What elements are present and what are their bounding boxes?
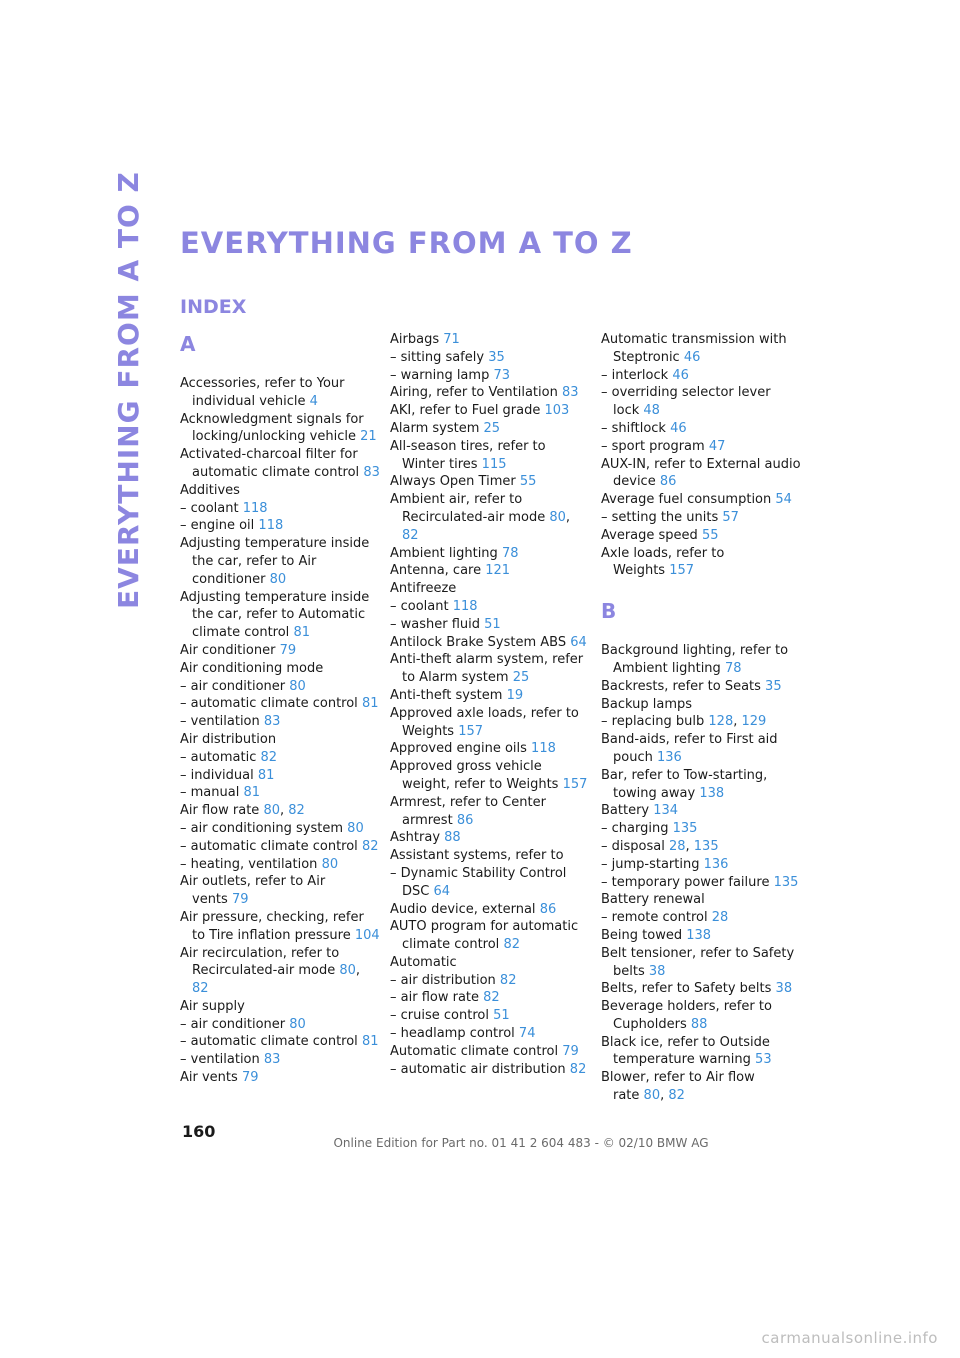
index-entry (601, 856, 801, 874)
index-entry-text: Axle loads, refer to Weights (601, 545, 725, 579)
index-entry-text: Ashtray (390, 830, 441, 846)
index-entry-text: – washer fluid (390, 616, 481, 632)
index-entry-text: Air distribution (180, 731, 277, 747)
index-entry (601, 731, 801, 767)
index-entry (180, 873, 380, 909)
index-entry (180, 820, 380, 838)
index-entry (180, 784, 380, 802)
index-entry-text: – coolant (390, 598, 449, 614)
index-column-3 (601, 331, 801, 1105)
page-reference-link[interactable]: 25 (483, 420, 501, 436)
page-reference-link[interactable]: 134 (653, 803, 679, 819)
index-entry-text: – replacing bulb (601, 714, 705, 730)
index-entry (180, 767, 380, 785)
index-entry-text: Always Open Timer (390, 474, 516, 490)
index-entry-text: Air conditioner (180, 642, 276, 658)
page-reference-link[interactable]: 55 (701, 527, 719, 543)
index-entry-text: Bar, refer to Tow-starting, towing away (601, 767, 768, 801)
index-letter-heading: A (180, 332, 196, 356)
page-reference-link[interactable]: 79 (241, 1070, 259, 1086)
index-entry: Blower, refer to Air flow rate 80, 82 (601, 1070, 755, 1104)
page-reference-link[interactable]: 80 (549, 509, 566, 525)
index-entry (180, 838, 380, 856)
index-entry-text: – Dynamic Stability Control DSC (390, 865, 567, 899)
page-reference-link[interactable]: 81 (361, 1034, 379, 1050)
index-entry (180, 482, 380, 500)
index-entry-text: Battery (601, 803, 650, 819)
index-entry-text: Antenna, care (390, 563, 482, 579)
page-reference-link[interactable]: 86 (456, 812, 474, 828)
index-entry-text: Approved engine oils (390, 741, 527, 757)
index-entry (180, 660, 380, 678)
page-reference-link[interactable]: 80 (339, 963, 356, 979)
page-reference-link[interactable]: 81 (243, 785, 261, 801)
index-entry (390, 562, 590, 580)
page-reference-link[interactable]: 135 (693, 838, 719, 854)
page-reference-link[interactable]: 82 (192, 981, 209, 997)
page-reference-link[interactable]: 46 (683, 349, 701, 365)
index-entry-text: – remote control (601, 910, 708, 926)
section-title: INDEX (180, 296, 247, 318)
index-entry-text: Adjusting temperature inside the car, refer to Air conditioner (180, 536, 370, 587)
index-entry-text: – temporary power failure (601, 874, 770, 890)
index-entry (390, 847, 590, 865)
page-reference-link[interactable]: 79 (562, 1043, 579, 1059)
index-entry (390, 740, 590, 758)
index-entry-text: Air flow rate (180, 803, 260, 819)
page-reference-link[interactable]: 82 (503, 937, 520, 953)
index-entry (390, 616, 590, 634)
page-reference-link[interactable]: 46 (670, 420, 687, 436)
page-reference-link[interactable]: 157 (562, 776, 588, 792)
index-entry-text: Belt tensioner, refer to Safety belts (601, 945, 795, 979)
index-entry-text: Backrests, refer to Seats (601, 678, 761, 694)
index-entry (390, 349, 590, 367)
index-column-1 (180, 331, 380, 1087)
page-reference-link[interactable]: 64 (570, 634, 587, 650)
index-entry-text: – automatic climate control (180, 696, 358, 712)
index-entry-text: Band-aids, refer to First aid pouch (601, 732, 778, 765)
page-reference-link[interactable]: 55 (519, 474, 537, 490)
page-reference-link[interactable]: 82 (361, 838, 379, 854)
page-reference-link[interactable]: 81 (257, 767, 275, 783)
index-entry-text: – coolant (180, 500, 239, 516)
page-reference-link[interactable]: 88 (690, 1016, 708, 1032)
index-entry-text: – air conditioner (180, 1016, 286, 1032)
index-entry (390, 954, 590, 972)
page-reference-link[interactable]: 115 (481, 456, 507, 472)
index-entry (390, 901, 590, 919)
index-entry-text: – interlock (601, 367, 669, 383)
index-entry (180, 1016, 380, 1034)
index-entry-text: Additives (180, 482, 240, 498)
page-reference-link[interactable]: 118 (242, 500, 268, 516)
index-entry (390, 420, 590, 438)
index-entry-text: – jump-starting (601, 856, 700, 872)
index-entry-text: Antifreeze (390, 581, 457, 597)
index-entry (390, 972, 590, 990)
page-reference-link[interactable]: 80 (347, 820, 364, 836)
index-entry (390, 989, 590, 1007)
page-reference-link[interactable]: 83 (263, 1052, 281, 1068)
index-entry (601, 874, 801, 892)
index-entry (390, 918, 590, 954)
index-entry-text: Approved axle loads, refer to Weights (390, 705, 579, 739)
page-reference-link[interactable]: 136 (703, 856, 729, 872)
index-entry (180, 1051, 380, 1069)
index-entry (601, 420, 801, 438)
index-entry (180, 713, 380, 731)
page-reference-link[interactable]: 35 (488, 349, 505, 365)
index-entry (390, 687, 590, 705)
index-entry-text: Anti-theft system (390, 687, 503, 703)
index-entry-text: Alarm system (390, 420, 480, 436)
index-entry-text: – air flow rate (390, 990, 480, 1006)
index-entry-text: AUTO program for automatic climate control (390, 919, 579, 953)
index-entry-text: Acknowledgment signals for locking/unlocking vehicle (180, 411, 364, 445)
page-reference-link[interactable]: 47 (708, 438, 726, 454)
page-reference-link[interactable]: 86 (539, 901, 557, 917)
page-reference-link[interactable]: 74 (518, 1026, 536, 1042)
index-entry-text: – automatic (180, 749, 257, 765)
page-reference-link[interactable]: 54 (775, 492, 792, 508)
index-entry (390, 473, 590, 491)
index-entry-text: – setting the units (601, 509, 719, 525)
page-reference-link[interactable]: 88 (444, 830, 461, 846)
page-reference-link[interactable]: 121 (485, 563, 511, 579)
index-entry (180, 517, 380, 535)
index-entry (180, 731, 380, 749)
index-entry-text: Average fuel consumption (601, 492, 772, 508)
page-reference-link[interactable]: 82 (499, 972, 517, 988)
page-reference-link[interactable]: 80 (643, 1088, 661, 1104)
index-entry (601, 545, 801, 581)
page-reference-link[interactable]: 83 (263, 714, 281, 730)
page-number: 160 (182, 1122, 216, 1141)
index-entry-text: Air conditioning mode (180, 660, 324, 676)
index-entry-text: – automatic climate control (180, 1034, 358, 1050)
index-entry-text: Audio device, external (390, 901, 536, 917)
index-entry (601, 696, 801, 714)
index-entry-text: – ventilation (180, 1052, 260, 1068)
index-entry (390, 1007, 590, 1025)
page-reference-link[interactable]: 73 (493, 367, 511, 383)
page-reference-link[interactable]: 35 (765, 678, 782, 694)
side-chapter-title: EVERYTHING FROM A TO Z (112, 171, 145, 609)
index-entry-text: Air supply (180, 998, 245, 1014)
index-entry-text: – overriding selector lever lock (601, 385, 771, 419)
page-reference-link[interactable]: 57 (722, 509, 739, 525)
page-reference-link[interactable]: 136 (656, 749, 682, 765)
index-entry (390, 331, 590, 349)
index-entry-text: Air outlets, refer to Air vents (180, 874, 326, 908)
index-entry (390, 651, 590, 687)
index-entry-text: – charging (601, 821, 669, 837)
page-reference-link[interactable]: 81 (361, 696, 379, 712)
page-reference-link[interactable]: 25 (512, 670, 530, 686)
index-entry-text: Anti-theft alarm system, refer to Alarm system (390, 652, 584, 686)
index-entry (390, 384, 590, 402)
page-reference-link[interactable]: 138 (686, 927, 712, 943)
index-entry-text: – individual (180, 767, 254, 783)
index-entry-text: Ambient lighting (390, 545, 498, 561)
index-entry (180, 1033, 380, 1051)
chapter-title: EVERYTHING FROM A TO Z (180, 226, 633, 260)
index-entry-text: Activated-charcoal filter for automatic climate control (180, 447, 360, 480)
index-entry (601, 927, 801, 945)
index-entry: Ambient air, refer to Recirculated-air mode 80, 82 (390, 492, 571, 543)
page-reference-link[interactable]: 64 (433, 883, 451, 899)
page-reference-link[interactable]: 80 (289, 1016, 306, 1032)
page-reference-link[interactable]: 86 (659, 474, 677, 490)
index-entry: Air recirculation, refer to Recirculated-air mode 80, 82 (180, 945, 361, 997)
index-entry-text: AKI, refer to Fuel grade (390, 403, 541, 419)
index-entry (390, 794, 590, 830)
index-entry (180, 411, 380, 447)
index-column-2 (390, 331, 590, 1078)
index-entry-text: – air conditioner (180, 678, 286, 694)
page-reference-link[interactable]: 78 (724, 660, 742, 676)
index-entry-text: – cruise control (390, 1008, 489, 1024)
page-reference-link[interactable]: 138 (699, 785, 725, 801)
index-entry (180, 695, 380, 713)
index-letter-heading: B (601, 599, 617, 624)
page-reference-link[interactable]: 82 (483, 990, 500, 1006)
index-entry (390, 829, 590, 847)
page-reference-link[interactable]: 51 (484, 616, 501, 632)
index-entry (390, 545, 590, 563)
page-reference-link[interactable]: 118 (258, 518, 284, 534)
watermark: carmanualsonline.info (761, 1329, 938, 1347)
index-entry (390, 598, 590, 616)
page-reference-link[interactable]: 82 (569, 1061, 587, 1077)
index-entry-text: – manual (180, 785, 240, 801)
index-entry: Air flow rate 80, 82 (180, 803, 305, 819)
index-entry-text: – automatic climate control (180, 838, 358, 854)
index-entry-text: – shiftlock (601, 420, 666, 436)
page-reference-link[interactable]: 79 (231, 892, 249, 908)
page-reference-link[interactable]: 135 (773, 874, 799, 890)
index-entry-text: Being towed (601, 927, 683, 943)
index-entry (601, 331, 801, 367)
index-entry (180, 749, 380, 767)
index-entry (180, 535, 380, 588)
index-entry (180, 678, 380, 696)
index-entry (601, 367, 801, 385)
page-reference-link[interactable]: 83 (363, 464, 380, 480)
page-reference-link[interactable]: 28 (668, 838, 686, 854)
index-entry-text: – sport program (601, 438, 705, 454)
index-entry (180, 642, 380, 660)
index-entry-text: Blower, refer to Air flow rate (601, 1070, 755, 1104)
index-entry-text: Automatic transmission with Steptronic (601, 332, 787, 365)
page-reference-link[interactable]: 78 (501, 545, 519, 561)
index-entry-text: Airing, refer to Ventilation (390, 385, 558, 401)
page-reference-link[interactable]: 51 (493, 1008, 510, 1024)
index-entry (601, 802, 801, 820)
index-entry-text: Background lighting, refer to Ambient lighting (601, 643, 789, 676)
page-reference-link[interactable]: 129 (741, 714, 767, 730)
index-entry-text: Battery renewal (601, 892, 705, 908)
index-entry (601, 945, 801, 981)
page-reference-link[interactable]: 28 (711, 910, 729, 926)
index-entry-text: Adjusting temperature inside the car, refer to Automatic climate control (180, 589, 370, 641)
index-entry (601, 509, 801, 527)
index-entry-text: – heating, ventilation (180, 856, 318, 872)
index-entry (390, 367, 590, 385)
index-entry-text: Backup lamps (601, 696, 693, 712)
page-reference-link[interactable]: 53 (755, 1052, 772, 1068)
page-reference-link[interactable]: 128 (708, 714, 734, 730)
index-entry (601, 891, 801, 909)
index-entry-text: Approved gross vehicle weight, refer to Weights (390, 759, 559, 792)
index-entry (601, 491, 801, 509)
page-reference-link[interactable]: 83 (561, 385, 579, 401)
index-entry-text: Air vents (180, 1070, 238, 1086)
index-entry (180, 856, 380, 874)
index-entry (180, 375, 380, 411)
page-reference-link[interactable]: 82 (668, 1088, 685, 1104)
page-reference-link[interactable]: 71 (443, 332, 460, 347)
page-reference-link[interactable]: 21 (360, 429, 377, 445)
index-entry-text: AUX-IN, refer to External audio device (601, 456, 801, 490)
page-reference-link[interactable]: 82 (402, 527, 419, 543)
index-entry (601, 384, 801, 420)
index-entry (390, 402, 590, 420)
index-entry-text: Antilock Brake System ABS (390, 634, 567, 650)
page-reference-link[interactable]: 81 (293, 625, 310, 641)
page-reference-link[interactable]: 104 (354, 927, 380, 943)
index-entry-text: Automatic climate control (390, 1043, 559, 1059)
index-entry (601, 527, 801, 545)
index-entry (180, 1069, 380, 1087)
index-entry (390, 1061, 590, 1079)
index-entry (180, 500, 380, 518)
page-reference-link[interactable]: 80 (263, 803, 280, 819)
index-entry-text: Ambient air, refer to Recirculated-air mode (390, 492, 546, 525)
index-entry (390, 1025, 590, 1043)
index-entry-text: – warning lamp (390, 367, 490, 383)
index-entry: – replacing bulb 128, 129 (601, 714, 767, 730)
index-entry (601, 642, 801, 678)
index-entry (601, 678, 801, 696)
index-entry (180, 909, 380, 945)
index-entry-text: Armrest, refer to Center armrest (390, 794, 546, 828)
index-entry (601, 438, 801, 456)
index-entry (390, 580, 590, 598)
page-reference-link[interactable]: 19 (506, 687, 524, 703)
index-entry (601, 909, 801, 927)
page-reference-link[interactable]: 80 (269, 571, 287, 587)
page-reference-link[interactable]: 80 (321, 856, 339, 872)
page-reference-link[interactable]: 135 (672, 821, 698, 837)
index-entry-text: Average speed (601, 527, 698, 543)
index-entry-text: – headlamp control (390, 1026, 515, 1042)
index-entry (390, 705, 590, 741)
index-entry (601, 767, 801, 803)
index-entry-text: Airbags (390, 332, 440, 347)
index-entry-text: Belts, refer to Safety belts (601, 981, 772, 997)
index-entry-text: Assistant systems, refer to (390, 848, 564, 864)
index-entry: – disposal 28, 135 (601, 838, 719, 854)
page-reference-link[interactable]: 103 (544, 403, 570, 419)
index-entry (180, 998, 380, 1016)
index-entry-text: Air pressure, checking, refer to Tire inflation pressure (180, 909, 364, 943)
page-reference-link[interactable]: 79 (279, 642, 297, 658)
page-reference-link[interactable]: 38 (648, 963, 666, 979)
page-reference-link[interactable]: 157 (669, 563, 695, 579)
index-entry (390, 634, 590, 652)
index-entry-text: Accessories, refer to Your individual vehicle (180, 376, 345, 409)
page-reference-link[interactable]: 82 (260, 749, 278, 765)
index-entry-text: Air recirculation, refer to Recirculated-air mode (180, 945, 340, 979)
index-entry-text: – automatic air distribution (390, 1061, 566, 1077)
page-reference-link[interactable]: 46 (672, 367, 689, 383)
index-entry (601, 1034, 801, 1070)
index-entry-text: – engine oil (180, 518, 255, 534)
index-entry-text: – ventilation (180, 714, 260, 730)
index-entry-text: All-season tires, refer to Winter tires (390, 438, 546, 472)
index-entry-text: – air conditioning system (180, 820, 344, 836)
page-reference-link[interactable]: 157 (458, 723, 484, 739)
index-entry (390, 1043, 590, 1061)
index-entry (180, 589, 380, 642)
index-entry-text: Automatic (390, 954, 457, 970)
page-reference-link[interactable]: 118 (452, 598, 478, 614)
page-reference-link[interactable]: 4 (309, 393, 318, 409)
index-entry (601, 820, 801, 838)
index-entry (601, 456, 801, 492)
page-reference-link[interactable]: 48 (643, 403, 660, 419)
index-entry (601, 980, 801, 998)
index-entry-text: – air distribution (390, 972, 496, 988)
page-reference-link[interactable]: 118 (531, 741, 556, 757)
index-entry (390, 438, 590, 474)
index-entry-text: – disposal (601, 838, 665, 854)
index-entry-text: Beverage holders, refer to Cupholders (601, 999, 772, 1032)
page-reference-link[interactable]: 80 (289, 678, 306, 694)
page-reference-link[interactable]: 82 (288, 803, 305, 819)
index-entry (390, 865, 590, 901)
index-entry-text: Black ice, refer to Outside temperature warning (601, 1034, 770, 1068)
index-entry (180, 446, 380, 482)
index-entry (390, 758, 590, 794)
footer-edition-note: Online Edition for Part no. 01 41 2 604 483 - © 02/10 BMW AG (333, 1136, 709, 1150)
page-reference-link[interactable]: 38 (775, 981, 793, 997)
index-entry (601, 998, 801, 1034)
index-entry-text: – sitting safely (390, 349, 485, 365)
